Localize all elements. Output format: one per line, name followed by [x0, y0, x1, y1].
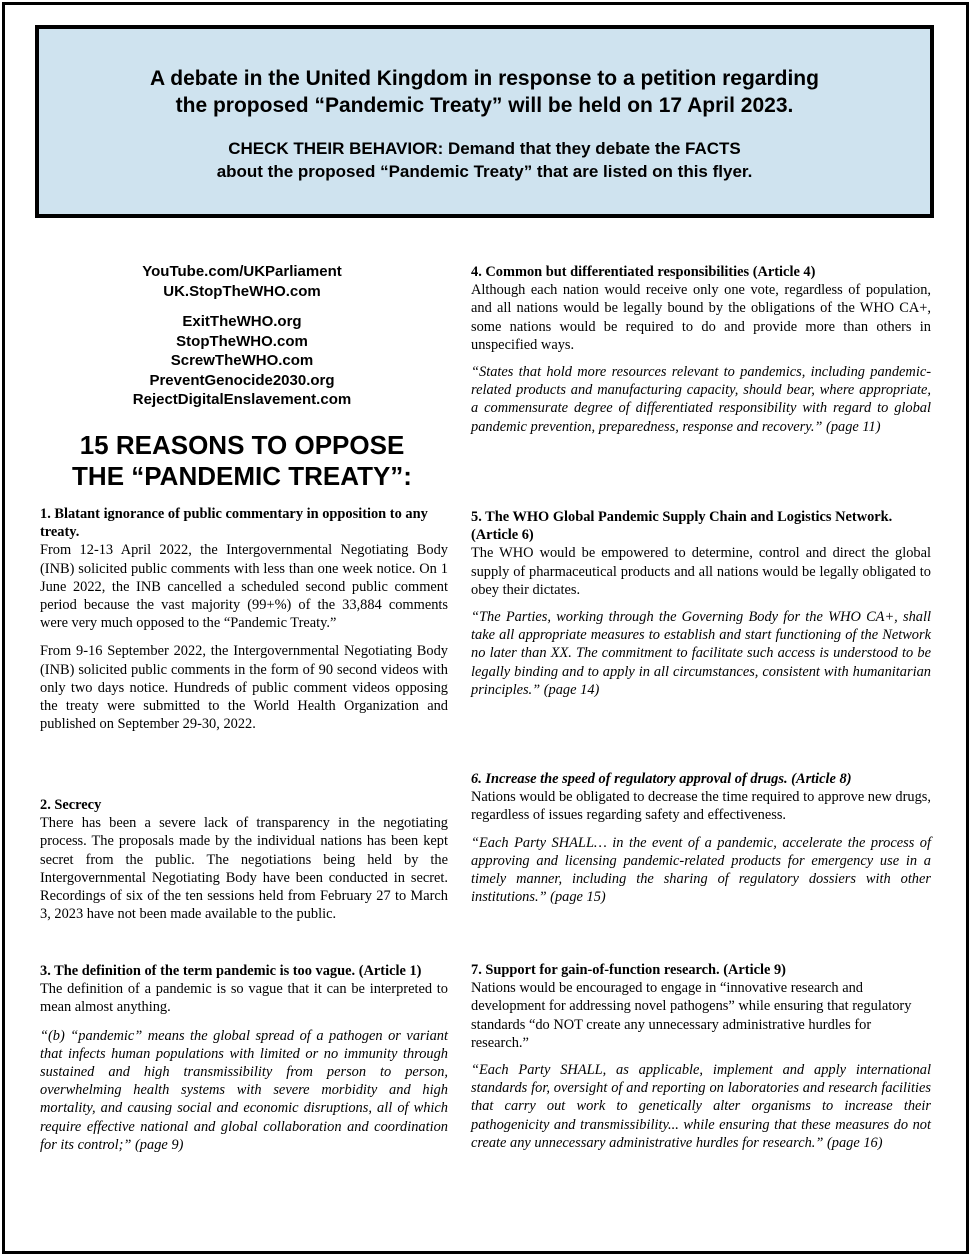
- reason-body-continued: From 9-16 September 2022, the Intergovernmental Negotiating Body (INB) solicited public comments in the form of 90 second videos with only two days notice. Hundreds of public comment videos opposing the treaty were submitted to the World Health Organization and published on September 29-30, 2022.: [40, 643, 448, 733]
- reason-heading: 2. Secrecy: [40, 797, 102, 813]
- reason-5: [471, 508, 931, 699]
- reason-heading: 7. Support for gain-of-function research. (Article 9): [471, 962, 786, 978]
- link-rejectdigitalenslavement[interactable]: RejectDigitalEnslavement.com: [132, 391, 352, 408]
- reason-1: [40, 505, 448, 733]
- banner-headline: A debate in the United Kingdom in response to a petition regarding the proposed “Pandemic Treaty” will be held on 17 April 2023.: [150, 67, 819, 117]
- announcement-banner: [35, 25, 934, 218]
- reason-body: The definition of a pandemic is so vague that it can be interpreted to mean almost anything.: [40, 981, 448, 1016]
- reason-quote: “Each Party SHALL, as applicable, implement and apply international standards for, oversight of and reporting on laboratories and research facilities that carry out work to genetically alter organisms to increase their pathogenicity and transmissibility... while ensuring that these measures do not create any unnecessary administrative hurdles for research.” (page 16): [471, 1062, 931, 1151]
- reason-body: Although each nation would receive only one vote, regardless of population, and all nations would be legally bound by the obligations of the WHO CA+, some nations would be required to do and provide more than others in unspecified ways.: [471, 282, 931, 353]
- link-screwthewho[interactable]: ScrewTheWHO.com: [170, 352, 314, 369]
- reason-heading: 4. Common but differentiated responsibilities (Article 4): [471, 264, 816, 280]
- link-uk-stopthewho[interactable]: UK.StopTheWHO.com: [163, 282, 321, 300]
- link-youtube-ukparliament[interactable]: YouTube.com/UKParliament: [142, 263, 342, 280]
- reason-heading: 1. Blatant ignorance of public commentary in opposition to any treaty.: [40, 506, 428, 541]
- reason-7: [471, 961, 931, 1152]
- reason-quote: “The Parties, working through the Governing Body for the WHO CA+, shall take all appropriate measures to establish and start functioning of the Network no later than XX. The commitment to facilitate such access is understood to be legally binding and to apply in all circumstances, consistent with humanitarian principles.” (page 14): [471, 609, 931, 698]
- reason-body: The WHO would be empowered to determine, control and direct the global supply of pharmaceutical products and all nations would be legally obligated to obey their dictates.: [471, 545, 931, 598]
- reason-heading: 3. The definition of the term pandemic is too vague. (Article 1): [40, 963, 422, 979]
- reason-3: [40, 962, 448, 1154]
- reason-body: Nations would be encouraged to engage in “innovative research and development for addressing novel pathogens” while ensuring that regulatory standards “do NOT create any unnecessary administrative hurdles for research.”: [471, 980, 912, 1051]
- reason-quote: “Each Party SHALL… in the event of a pandemic, accelerate the process of approving and licensing pandemic-related products for emergency use in a timely manner, including the sharing of regulatory dossiers with other institutions.” (page 15): [471, 834, 931, 906]
- reason-heading: 6. Increase the speed of regulatory approval of drugs. (Article 8): [471, 771, 852, 787]
- reason-body: From 12-13 April 2022, the Intergovernmental Negotiating Body (INB) solicited public comments with less than one week notice. On 1 June 2022, the INB cancelled a scheduled second public comment period because the vast majority (99+%) of the 33,884 comments were very much opposed to the “Pandemic Treaty.”: [40, 542, 448, 632]
- reason-quote: “(b) “pandemic” means the global spread of a pathogen or variant that infects human populations with limited or no immunity through sustained and high transmissibility from person to person, overwhelming health systems with severe morbidity and high mortality, and causing social and economic disruptions, all of which require effective national and global collaboration and coordination for its control;” (page 9): [40, 1027, 448, 1153]
- page-title: 15 REASONS TO OPPOSE THE “PANDEMIC TREATY”:: [72, 430, 412, 491]
- reason-body: Nations would be obligated to decrease the time required to approve new drugs, regardless of issues regarding safety and effectiveness.: [471, 789, 931, 824]
- link-group-primary: [80, 262, 404, 301]
- reason-quote: “States that hold more resources relevant to pandemics, including pandemic-related products and manufacturing capacity, should bear, where appropriate, a commensurate degree of differentiated responsibility with regard to global pandemic prevention, preparedness, response and recovery.” (page 11): [471, 364, 931, 435]
- link-preventgenocide2030[interactable]: PreventGenocide2030.org: [149, 371, 335, 389]
- link-stopthewho[interactable]: StopTheWHO.com: [176, 332, 308, 350]
- link-group-secondary: [80, 312, 404, 410]
- reason-4: [471, 263, 931, 436]
- reason-heading: 5. The WHO Global Pandemic Supply Chain and Logistics Network. (Article 6): [471, 509, 893, 544]
- link-exitthewho[interactable]: ExitTheWHO.org: [182, 313, 302, 330]
- reason-6: [471, 770, 931, 906]
- reason-body: There has been a severe lack of transparency in the negotiating process. The proposals made by the individual nations has been kept secret from the public. The negotiations being held by the Intergovernmental Negotiating Body have been conducted in secret. Recordings of six of the ten sessions held from February 27 to March 3, 2023 have not been made available to the public.: [40, 815, 448, 923]
- reason-2: [40, 796, 448, 923]
- banner-call-to-action: CHECK THEIR BEHAVIOR: Demand that they debate the FACTS about the proposed “Pandemic Treaty” that are listed on this flyer.: [216, 139, 753, 181]
